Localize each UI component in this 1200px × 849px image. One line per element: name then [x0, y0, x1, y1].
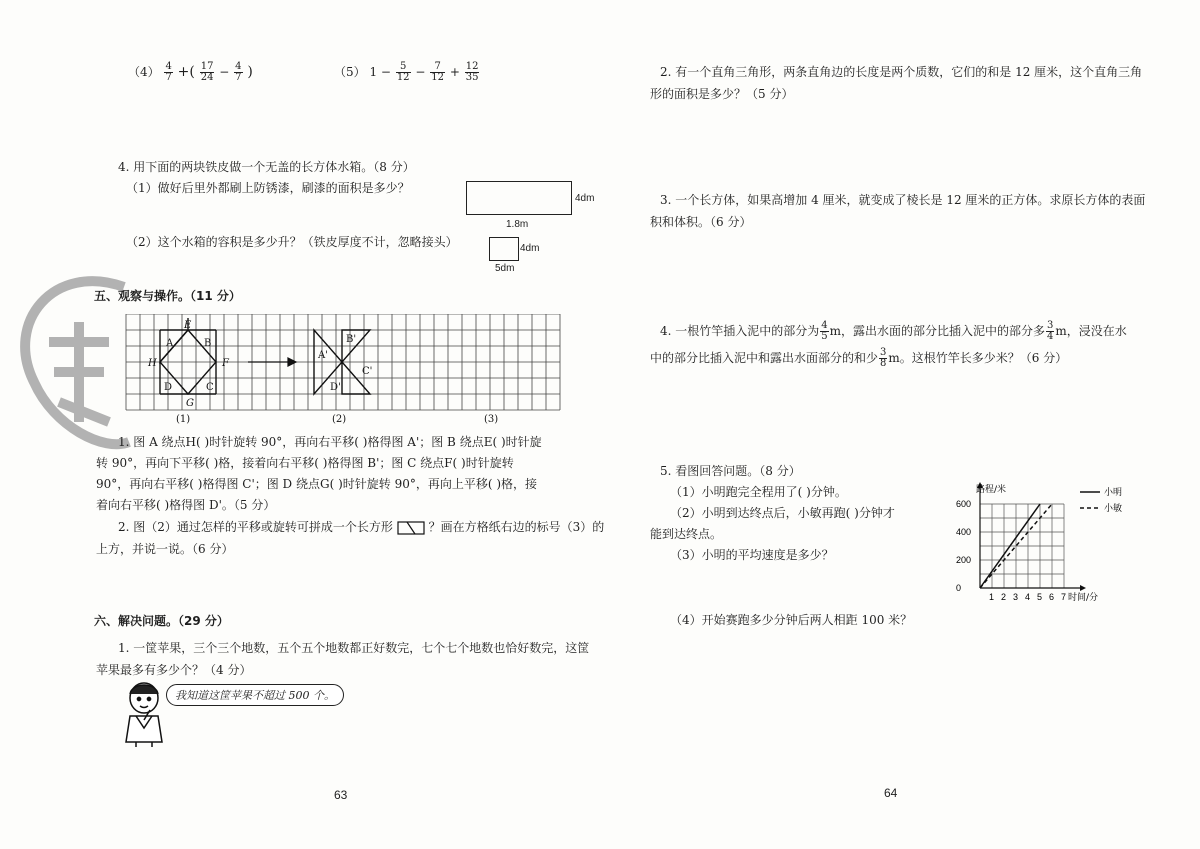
expression-label: （5） [334, 65, 366, 79]
chart-y-tick-label: 600 [956, 499, 972, 509]
grid-label-d: D [164, 382, 173, 393]
chart-y-tick-label: 200 [956, 555, 972, 565]
fraction: $\frac{3}{8}$ [880, 347, 887, 369]
iron-sheet-large-width: 1.8m [506, 219, 529, 230]
grid-label-h: H [148, 358, 157, 369]
section-5-q2-line-1 [118, 517, 604, 537]
grid-label-e: E [184, 320, 192, 331]
right-question-2-line-1: 2. 有一个直角三角形，两条直角边的长度是两个质数，它们的和是 12 厘米，这个直角三角 [660, 65, 1143, 79]
q4-text-2: m，露出水面的部分比插入泥中的部分多 [829, 324, 1046, 338]
fraction: $\frac{4}{7}$ [165, 61, 172, 83]
right-question-5-title: 5. 看图回答问题。（8 分） [660, 464, 801, 478]
question-4-part-1: （1）做好后里外都刷上防锈漆，刷漆的面积是多少？ [126, 181, 410, 195]
grid-label-b: B [204, 338, 212, 349]
page-number-right: 64 [884, 786, 898, 800]
speech-bubble: 我知道这筐苹果不超过 500 个。 [166, 684, 344, 706]
fraction: $\frac{4}{7}$ [235, 61, 242, 83]
parallelogram-shape-icon [397, 521, 425, 535]
fraction: $\frac{12}{35}$ [465, 61, 479, 83]
q4-text-3: m，浸没在水 [1055, 324, 1127, 338]
q2-text-a: 2. 图（2）通过怎样的平移或旋转可拼成一个长方形 [118, 520, 393, 534]
chart-x-tick-label: 5 [1037, 592, 1043, 602]
grid-label-d-prime: D' [330, 382, 341, 393]
section-6-title: 六、解决问题。（29 分） [94, 614, 229, 628]
chart-y-axis-label: 路程/米 [976, 485, 1007, 495]
grid-caption-3: (3) [484, 414, 499, 425]
right-question-3-line-2: 积和体积。（6 分） [650, 215, 752, 229]
grid-caption-1: (1) [176, 414, 191, 425]
question-4-title: 4. 用下面的两块铁皮做一个无盖的长方体水箱。（8 分） [118, 160, 415, 174]
right-question-5-part-1: （1）小明跑完全程用了( )分钟。 [670, 485, 847, 499]
right-question-5-part-3: （3）小明的平均速度是多少？ [670, 548, 834, 562]
chart-x-tick-label: 7 [1061, 592, 1067, 602]
q4-text-4: 中的部分比插入泥中和露出水面部分的和少 [650, 351, 879, 365]
right-question-5-part-2b: 能到达终点。 [650, 527, 723, 541]
q4-text-1: 4. 一根竹竿插入泥中的部分为 [660, 324, 820, 338]
right-question-5-part-2a: （2）小明到达终点后，小敏再跑( )分钟才 [670, 506, 895, 520]
section-5-q1-line-1: 1. 图 A 绕点H( )时针旋转 90°，再向右平移( )格得图 A'；图 B 绕点E( )时针旋 [118, 435, 542, 449]
fraction: $\frac{3}{4}$ [1047, 320, 1054, 342]
expression-term: 1 − [369, 65, 391, 79]
iron-sheet-large [466, 181, 572, 215]
grid-label-c: C [206, 382, 214, 393]
right-question-4-line-2 [650, 348, 1067, 369]
chart-y-tick-label: 400 [956, 527, 972, 537]
cartoon-boy-icon [116, 680, 172, 748]
question-4-part-2: （2）这个水箱的容积是多少升？（铁皮厚度不计，忽略接头） [126, 235, 458, 249]
section-5-q1-line-2: 转 90°，再向下平移( )格，接着向右平移( )格得图 B'；图 C 绕点F( )时针旋转 [96, 456, 514, 470]
fraction: $\frac{7}{12}$ [431, 61, 444, 83]
grid-label-a-prime: A' [318, 350, 328, 361]
section-5-q1-line-4: 着向右平移( )格得图 D'。（5 分） [96, 498, 276, 512]
page-number-left: 63 [334, 788, 348, 802]
operation-grid [120, 314, 570, 426]
grid-label-c-prime: C' [362, 366, 373, 377]
expression-label: （4） [128, 65, 160, 79]
chart-x-tick-label: 3 [1013, 592, 1019, 602]
iron-sheet-small [489, 237, 519, 261]
right-question-3-line-1: 3. 一个长方体，如果高增加 4 厘米，就变成了棱长是 12 厘米的正方体。求原长方体的表面 [660, 193, 1146, 207]
chart-x-axis-label: 时间/分 [1068, 593, 1099, 603]
right-question-5-part-4: （4）开始赛跑多少分钟后两人相距 100 米？ [670, 613, 913, 627]
section-6-q1-line-1: 1. 一筐苹果，三个三个地数，五个五个地数都正好数完，七个七个地数也恰好数完，这筐 [118, 641, 590, 655]
grid-label-g: G [186, 398, 194, 409]
section-6-q1-line-2: 苹果最多有多少个？（4 分） [96, 663, 252, 677]
chart-x-tick-label: 4 [1025, 592, 1031, 602]
grid-label-b-prime: B' [346, 334, 357, 345]
right-question-4-line-1 [660, 321, 1127, 342]
fraction: $\frac{5}{12}$ [396, 61, 410, 83]
expression-4: （4） $\frac{4}{7}$ +( $\frac{17}{24}$ − $\frac{4}{7}$ ) [128, 61, 253, 83]
distance-time-chart [950, 482, 1140, 606]
right-question-2-line-2: 形的面积是多少？（5 分） [650, 87, 794, 101]
chart-legend-label: 小敏 [1104, 504, 1123, 514]
chart-x-tick-label: 1 [989, 592, 995, 602]
q4-text-5: m。这根竹竿长多少米？（6 分） [888, 351, 1068, 365]
fraction: $\frac{4}{5}$ [821, 320, 828, 342]
grid-caption-2: (2) [332, 414, 347, 425]
grid-label-a: A [166, 338, 174, 349]
chart-y-tick-label: 0 [956, 583, 962, 593]
iron-sheet-large-height: 4dm [575, 193, 595, 204]
iron-sheet-small-width: 5dm [495, 263, 515, 274]
section-5-q2-line-2: 上方，并说一说。（6 分） [96, 542, 234, 556]
chart-x-arrow [1080, 585, 1086, 591]
chart-legend-label: 小明 [1104, 488, 1123, 498]
iron-sheet-small-height: 4dm [520, 243, 540, 254]
chart-x-tick-label: 2 [1001, 592, 1007, 602]
section-5-title: 五、观察与操作。（11 分） [94, 289, 241, 303]
chart-x-tick-label: 6 [1049, 592, 1055, 602]
expression-5: （5） 1 − $\frac{5}{12}$ − $\frac{7}{12}$ + $\frac{12}{35}$ [334, 61, 479, 83]
section-5-q1-line-3: 90°，再向右平移( )格得图 C'；图 D 绕点G( )时针旋转 90°，再向上平移( )格，接 [96, 477, 538, 491]
fraction: $\frac{17}{24}$ [200, 61, 214, 83]
q2-text-b: ？画在方格纸右边的标号（3）的 [428, 520, 605, 534]
grid-label-f: F [222, 358, 229, 369]
